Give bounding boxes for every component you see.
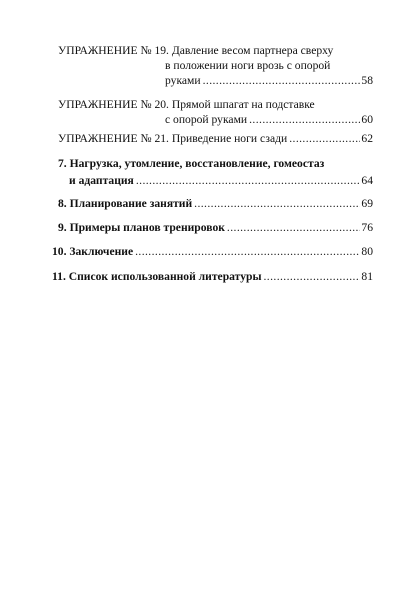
toc-chapter-8: [58, 197, 373, 211]
dot-leader: [227, 221, 360, 235]
dot-leader: [203, 74, 361, 88]
toc-chapter-11: [52, 270, 373, 284]
toc-entry-text: УПРАЖНЕНИЕ № 19. Давление весом партнера сверху: [58, 44, 334, 57]
toc-entry-text: с опорой руками: [165, 113, 248, 126]
toc-exercise-19-line-3: [165, 74, 373, 88]
toc-exercise-21: [58, 132, 373, 146]
toc-entry-text: и адаптация: [69, 174, 134, 187]
toc-chapter-10: [52, 245, 373, 259]
dot-leader: [135, 245, 360, 259]
toc-exercise-20-line-2: [165, 113, 373, 127]
toc-entry-text: 7. Нагрузка, утомление, восстановление, гомеостаз: [58, 157, 325, 170]
toc-entry-text: руками: [165, 74, 201, 87]
page-number: 81: [361, 270, 373, 283]
page-number: 69: [361, 197, 373, 210]
dot-leader: [264, 270, 361, 284]
toc-entry-text: 10. Заключение: [52, 245, 134, 258]
toc-chapter-7-line-1: [58, 157, 324, 171]
toc-exercise-19-line-1: [58, 44, 333, 58]
dot-leader: [194, 197, 360, 211]
toc-entry-text: 11. Список использованной литературы: [52, 270, 262, 283]
page-number: 62: [361, 132, 373, 145]
dot-leader: [249, 113, 360, 127]
toc-exercise-20-line-1: [58, 98, 315, 112]
page-number: 80: [361, 245, 373, 258]
toc-exercise-19-line-2: [165, 59, 330, 73]
toc-entry-text: в положении ноги врозь с опорой: [165, 59, 331, 72]
dot-leader: [136, 174, 361, 188]
toc-entry-text: УПРАЖНЕНИЕ № 20. Прямой шпагат на подставке: [58, 98, 315, 111]
toc-entry-text: УПРАЖНЕНИЕ № 21. Приведение ноги сзади: [58, 132, 288, 145]
toc-chapter-9: [58, 221, 373, 235]
toc-entry-text: 9. Примеры планов тренировок: [58, 221, 225, 234]
page-number: 64: [361, 174, 373, 187]
page-number: 60: [361, 113, 373, 126]
dot-leader: [289, 132, 360, 146]
page-number: 58: [361, 74, 373, 87]
toc-entry-text: 8. Планирование занятий: [58, 197, 193, 210]
page-number: 76: [361, 221, 373, 234]
toc-chapter-7-line-2: [69, 174, 373, 188]
